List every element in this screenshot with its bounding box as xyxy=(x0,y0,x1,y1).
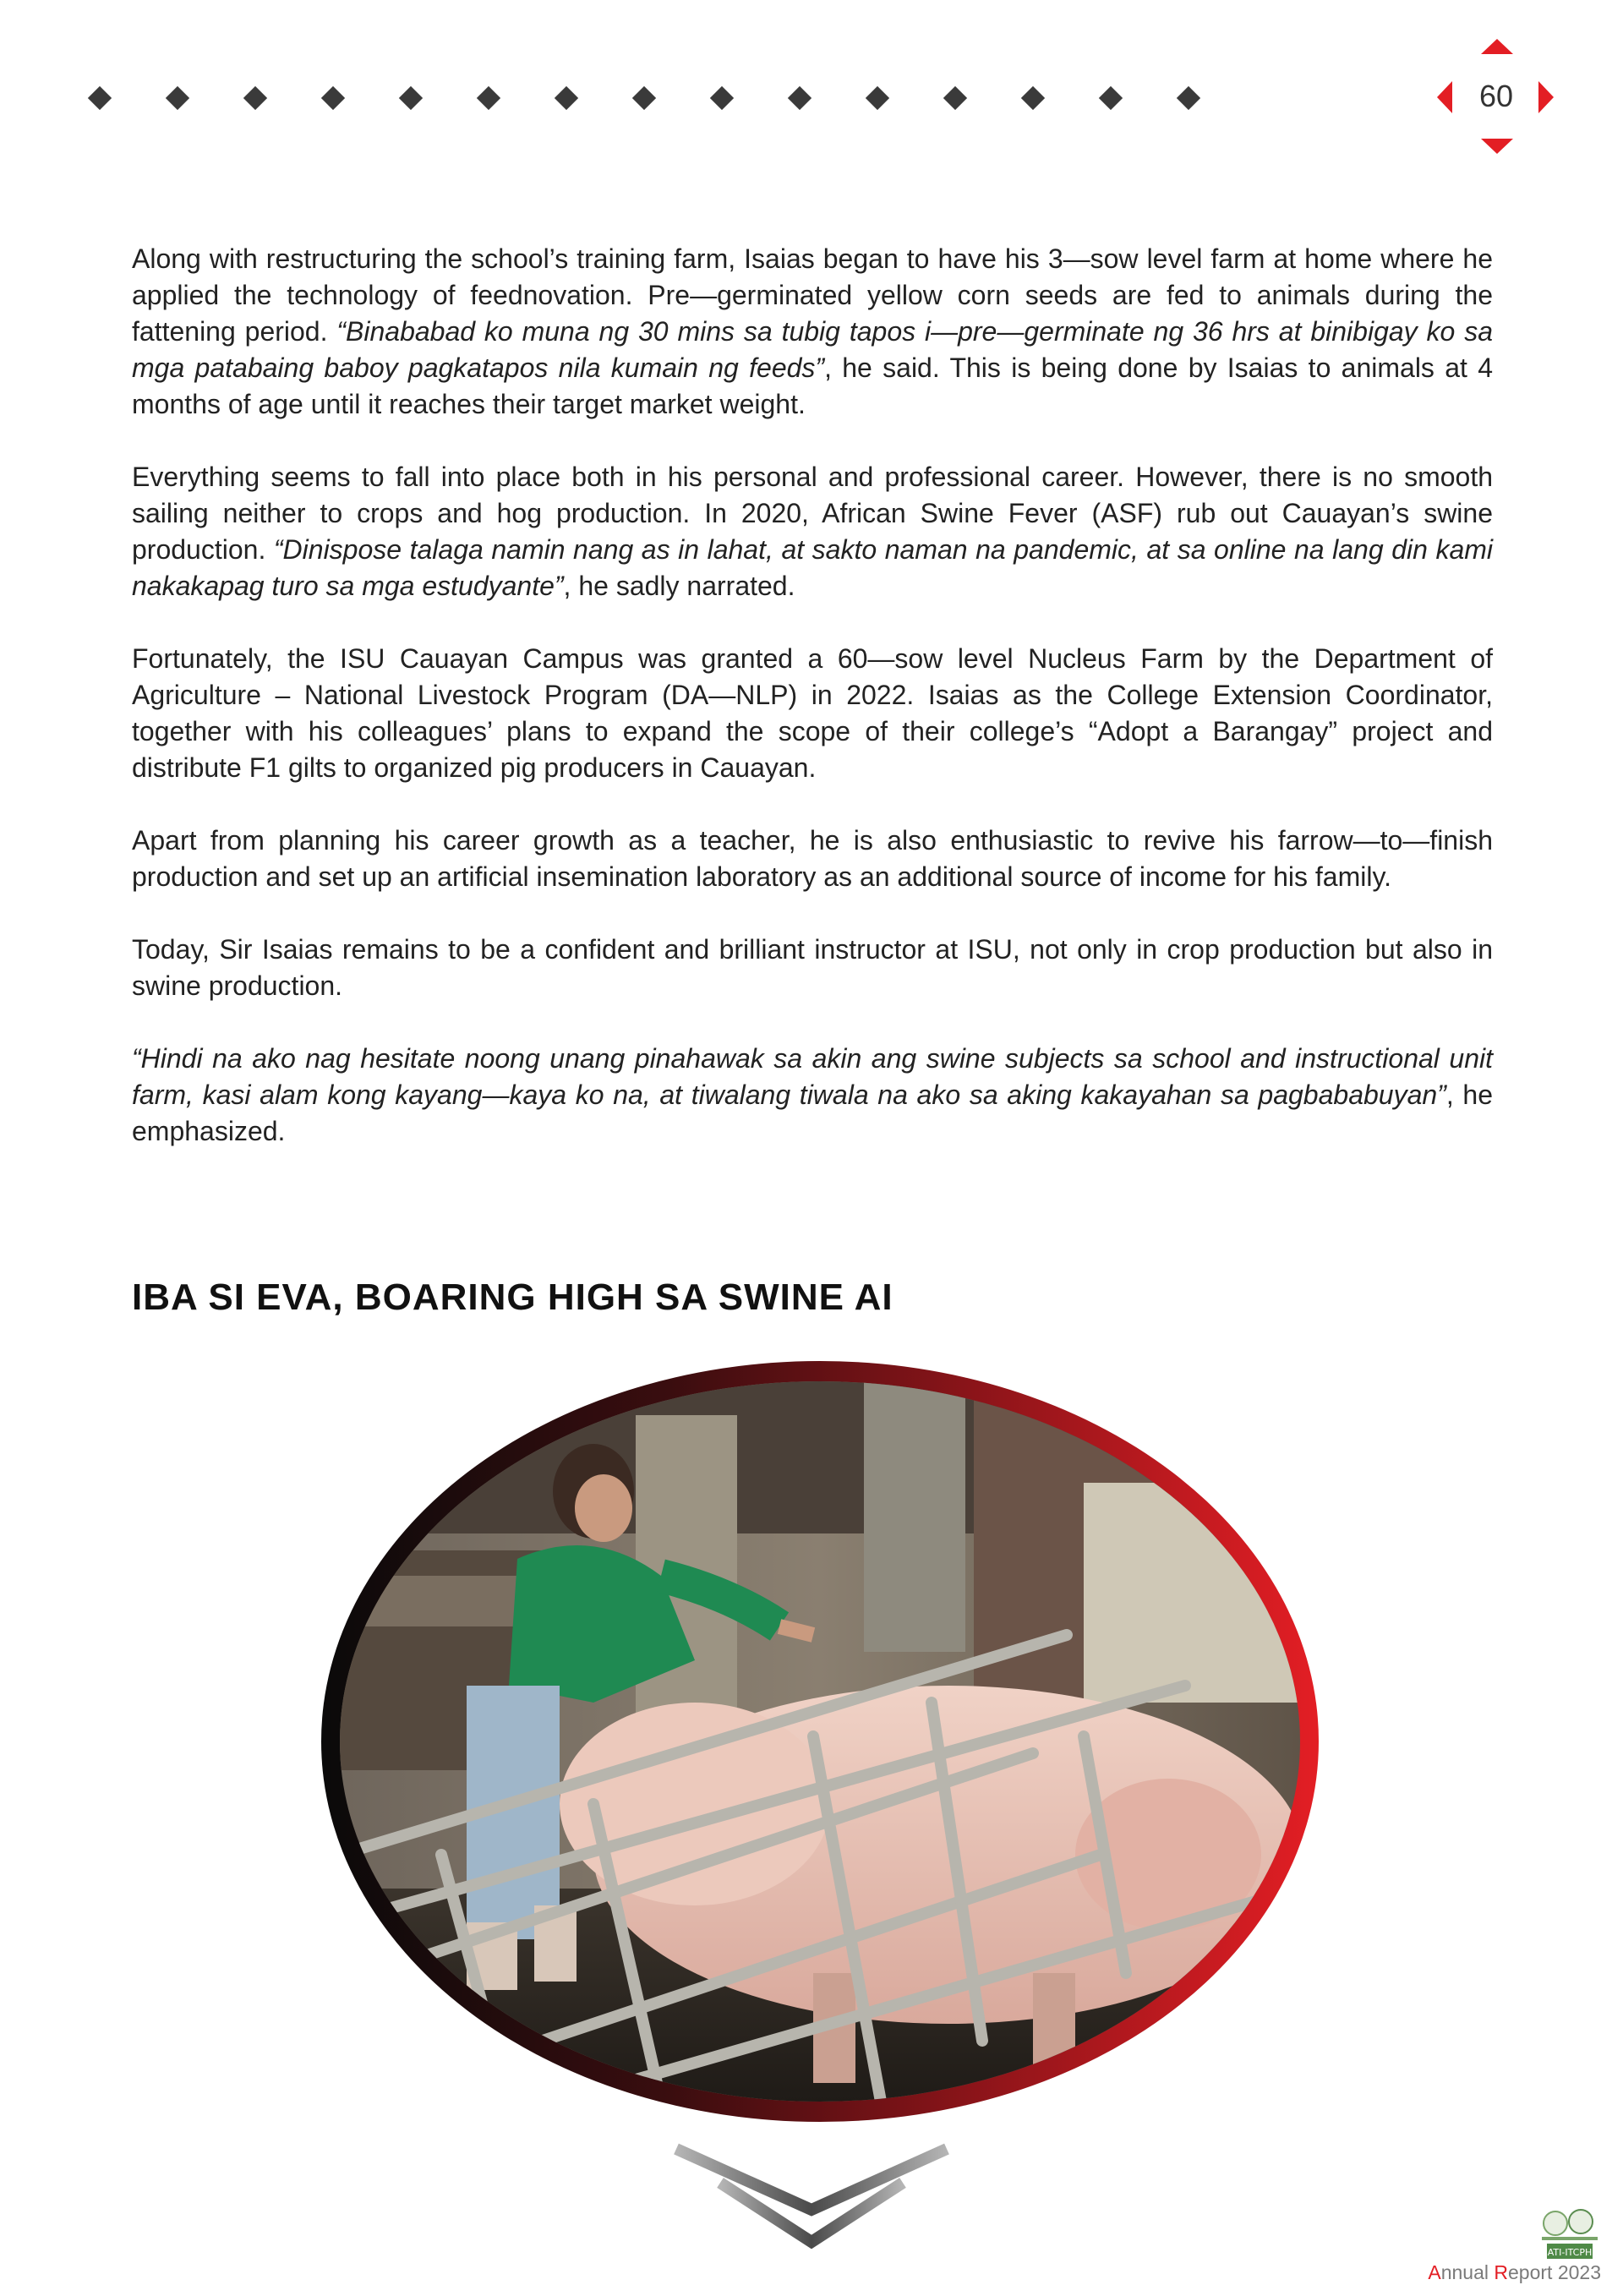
photo xyxy=(340,1381,1300,2102)
diamond-icon xyxy=(632,86,656,110)
header-diamond-row xyxy=(85,83,1302,117)
arrow-up-icon[interactable] xyxy=(1481,39,1513,54)
article-body xyxy=(132,241,1493,1186)
diamond-icon xyxy=(166,86,189,110)
ati-itcph-logo-icon xyxy=(1537,2208,1603,2260)
quote: “Dinispose talaga namin nang as in lahat, at sakto naman na pandemic, at sa online na lang din kami nakakapag turo sa mga estudyante” xyxy=(132,534,1494,601)
diamond-icon xyxy=(1099,86,1123,110)
arrow-left-icon[interactable] xyxy=(1437,81,1452,113)
diamond-icon xyxy=(1177,86,1200,110)
section-heading: IBA SI EVA, BOARING HIGH SA SWINE AI xyxy=(132,1276,893,1318)
photo-woman-with-sow-icon xyxy=(340,1381,1300,2102)
quote: “Hindi na ako nag hesitate noong unang pinahawak sa akin ang swine subjects sa school and instructional unit farm, kasi alam kong kayang—kaya ko na, at tiwalang tiwala na ako sa aking kakayahan sa pagbababuyan” xyxy=(132,1043,1493,1110)
arrow-right-icon[interactable] xyxy=(1538,81,1554,113)
diamond-icon xyxy=(321,86,345,110)
logo-label: ATI-ITCPH xyxy=(1547,2247,1593,2258)
diamond-icon xyxy=(88,86,112,110)
paragraph: Everything seems to fall into place both in his personal and professional career. However, there is no smooth sailing neither to crops and hog production. In 2020, African Swine Fever (ASF) rub out Cauayan’s swine production. “Dinispose talaga namin nang as in lahat, at sakto naman na pandemic, at sa online na lang din kami nakakapag turo sa mga estudyante”, he sadly narrated. xyxy=(132,462,1494,601)
paragraph: Fortunately, the ISU Cauayan Campus was granted a 60—sow level Nucleus Farm by the Department of Agriculture – National Livestock Program (DA—NLP) in 2022. Isaias as the College Extension Coordinator, together with his colleagues’ plans to expand the scope of their college’s “Adopt a Barangay” project and distribute F1 gilts to organized pig producers in Cauayan. xyxy=(132,643,1493,783)
diamond-icon xyxy=(943,86,967,110)
diamond-icon xyxy=(399,86,423,110)
arrow-down-icon[interactable] xyxy=(1481,139,1513,154)
diamond-icon xyxy=(866,86,889,110)
diamond-icon xyxy=(710,86,734,110)
quote: “Binababad ko muna ng 30 mins sa tubig tapos i—pre—germinate ng 36 hrs at binibigay ko sa mga patabaing baboy pagkatapos nila kumain ng feeds” xyxy=(132,316,1493,383)
paragraph: Apart from planning his career growth as a teacher, he is also enthusiastic to revive his farrow—to—finish production and set up an artificial insemination laboratory as an additional source of income for his family. xyxy=(132,825,1493,892)
diamond-icon xyxy=(788,86,812,110)
paragraph: Along with restructuring the school’s training farm, Isaias began to have his 3—sow level farm at home where he applied the technology of feednovation. Pre—germinated yellow corn seeds are fed to animals during the fattening period. “Binababad ko muna ng 30 mins sa tubig tapos i—pre—germinate ng 36 hrs at binibigay ko sa mga patabaing baboy pagkatapos nila kumain ng feeds”, he said. This is being done by Isaias to animals at 4 months of age until it reaches their target market weight. xyxy=(132,243,1493,419)
diamond-icon xyxy=(555,86,578,110)
page-number: 60 xyxy=(1478,79,1514,113)
paragraph: “Hindi na ako nag hesitate noong unang pinahawak sa akin ang swine subjects sa school and instructional unit farm, kasi alam kong kayang—kaya ko na, at tiwalang tiwala na ako sa aking kakayahan sa pagbababuyan”, he emphasized. xyxy=(132,1043,1494,1146)
diamond-icon xyxy=(1021,86,1045,110)
diamond-icon xyxy=(477,86,500,110)
paragraph: Today, Sir Isaias remains to be a confident and brilliant instructor at ISU, not only in crop production but also in swine production. xyxy=(132,934,1493,1001)
diamond-icon xyxy=(243,86,267,110)
page-navigation xyxy=(1437,39,1555,157)
scroll-down-chevrons-icon[interactable] xyxy=(669,2132,954,2259)
photo-frame xyxy=(321,1361,1319,2122)
footer-annual-report: Annual Report 2023 xyxy=(1428,2261,1601,2283)
